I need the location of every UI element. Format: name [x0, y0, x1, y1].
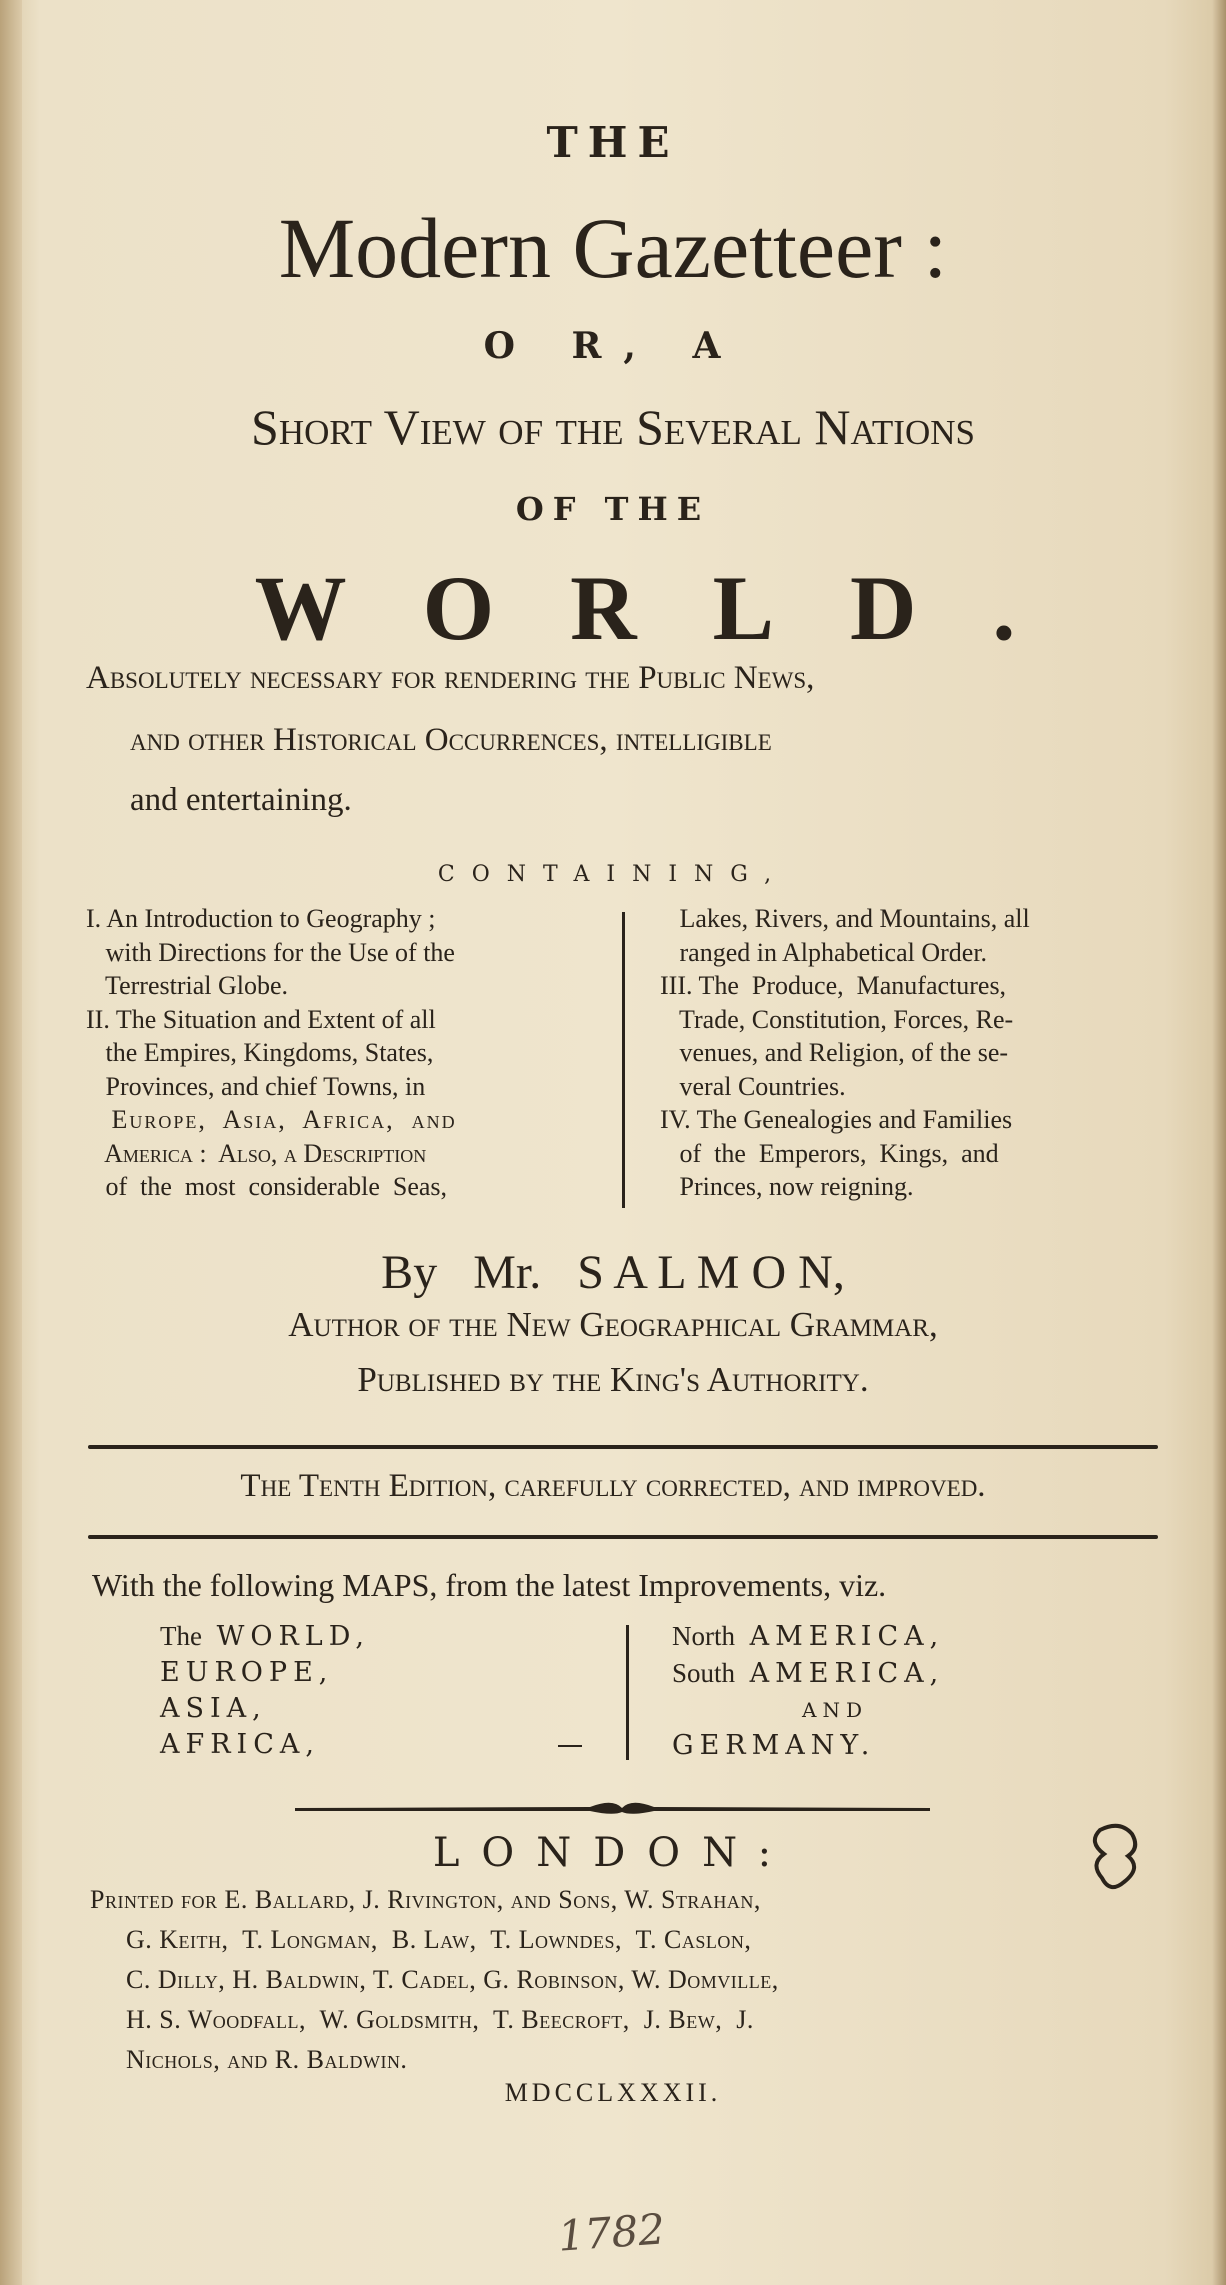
map-name: GERMANY. — [672, 1730, 876, 1761]
map-name: EUROPE, — [160, 1657, 334, 1688]
map-item — [160, 1655, 370, 1691]
contents-line: ranged in Alphabetical Order. — [660, 937, 988, 967]
edition-statement: The Tenth Edition, carefully corrected, and improved. — [240, 1468, 986, 1504]
handwritten-year: 1782 — [556, 2204, 667, 2261]
contents-line: veral Countries. — [660, 1071, 846, 1101]
contents-line: Trade, Constitution, Forces, Re- — [660, 1004, 1014, 1034]
contents-line: II. The Situation and Extent of all — [86, 1004, 436, 1034]
title-or-a: O R, A — [483, 325, 743, 367]
title-world: WORLD. — [254, 557, 1092, 659]
maps-left-list — [160, 1618, 370, 1763]
map-item — [672, 1655, 944, 1692]
description-line-3: and entertaining. — [130, 782, 352, 818]
contents-line: America : Also, a Description — [86, 1138, 427, 1168]
imprint-line-2: G. Keith, T. Longman, B. Law, T. Lowndes, T. Caslon, — [126, 1925, 752, 1954]
subtitle: Short View of the Several Nations — [251, 399, 975, 455]
ink-smudge-icon — [1080, 1820, 1150, 1900]
contents-line: Provinces, and chief Towns, in — [86, 1071, 426, 1101]
map-name: AMERICA, — [749, 1658, 945, 1689]
contents-line: IV. The Genealogies and Families — [660, 1105, 1013, 1134]
contents-line: Terrestrial Globe. — [86, 971, 289, 1000]
map-item — [160, 1618, 370, 1655]
maps-dash — [558, 1745, 582, 1747]
imprint-line-3: C. Dilly, H. Baldwin, T. Cadel, G. Robinson, W. Domville, — [126, 1965, 779, 1994]
title-main: Modern Gazetteer : — [278, 200, 948, 296]
maps-intro: With the following MAPS, from the latest Improvements, viz. — [92, 1567, 887, 1603]
contents-line: Europe, Asia, Africa, and — [86, 1105, 457, 1134]
maps-divider — [626, 1625, 629, 1760]
author-credit-line-2: Published by the King's Authority. — [357, 1360, 869, 1399]
title-the: THE — [546, 118, 680, 167]
map-name: WORLD, — [216, 1621, 370, 1652]
contents-line: the Empires, Kingdoms, States, — [86, 1038, 434, 1067]
description-line-2: and other Historical Occurrences, intelligible — [130, 722, 772, 758]
contents-line: with Directions for the Use of the — [86, 937, 455, 967]
map-name: AMERICA, — [749, 1621, 945, 1652]
imprint-date: MDCCLXXXII. — [504, 2078, 722, 2107]
map-prefix: North — [672, 1621, 735, 1651]
containing-heading: CONTAINING, — [437, 862, 789, 887]
rule-below-edition — [88, 1535, 1158, 1539]
contents-line: of the most considerable Seas, — [86, 1172, 448, 1201]
ornamental-rule-icon — [0, 1790, 1226, 1830]
contents-line: Lakes, Rivers, and Mountains, all — [660, 904, 1030, 933]
map-prefix: The — [160, 1621, 202, 1651]
map-name: AFRICA, — [160, 1729, 320, 1760]
maps-right-list — [672, 1618, 944, 1764]
contents-right-column — [660, 902, 1160, 1204]
author-credit-line-1: Author of the New Geographical Grammar, — [288, 1305, 938, 1344]
map-item — [160, 1727, 370, 1763]
author-byline: By Mr. S A L M O N, — [381, 1246, 845, 1299]
contents-left-column — [86, 902, 606, 1204]
contents-line: I. An Introduction to Geography ; — [86, 904, 436, 933]
map-item — [160, 1691, 370, 1727]
map-item — [672, 1728, 944, 1764]
title-of-the: OF THE — [515, 490, 711, 528]
map-name: ASIA, — [160, 1693, 267, 1724]
description-line-1: Absolutely necessary for rendering the Public News, — [86, 660, 815, 696]
map-item — [672, 1692, 944, 1728]
imprint-city: LONDON: — [432, 1830, 794, 1876]
contents-line: venues, and Religion, of the se- — [660, 1038, 1009, 1067]
rule-above-edition — [88, 1445, 1158, 1449]
map-item — [672, 1618, 944, 1655]
map-prefix: South — [672, 1658, 736, 1688]
map-name: AND — [802, 1698, 868, 1722]
imprint-line-4: H. S. Woodfall, W. Goldsmith, T. Beecroft, J. Bew, J. — [126, 2005, 754, 2034]
contents-line: of the Emperors, Kings, and — [660, 1138, 999, 1168]
contents-line: III. The Produce, Manufactures, — [660, 971, 1007, 1000]
contents-line: Princes, now reigning. — [660, 1172, 914, 1201]
imprint-line-5: Nichols, and R. Baldwin. — [126, 2045, 408, 2074]
imprint-line-1: Printed for E. Ballard, J. Rivington, and Sons, W. Strahan, — [90, 1885, 761, 1914]
contents-divider — [622, 912, 625, 1208]
